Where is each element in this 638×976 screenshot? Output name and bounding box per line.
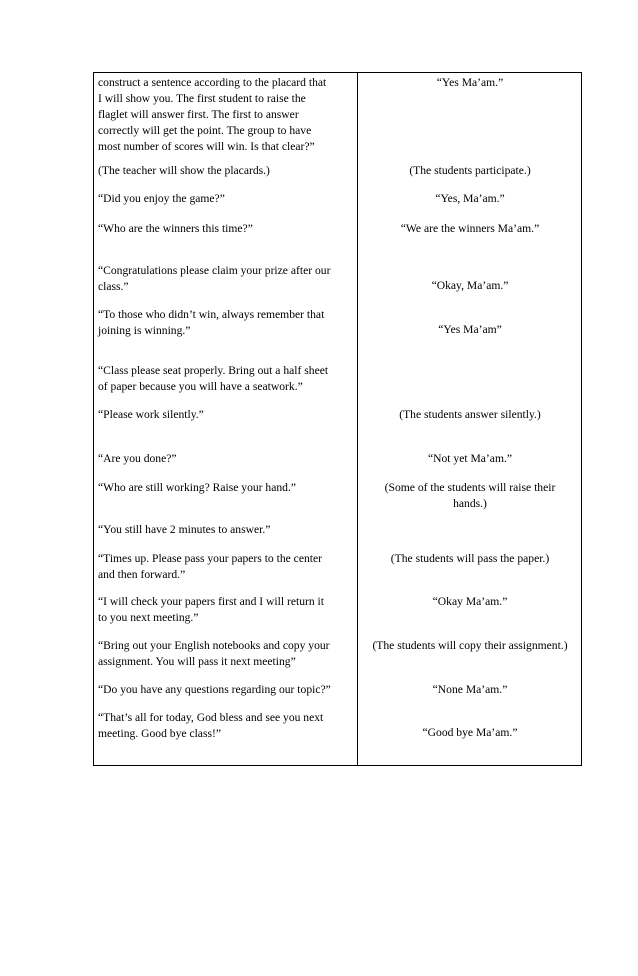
teacher-line-10: “Who are still working? Raise your hand.”	[98, 481, 296, 494]
teacher-line-7: “Class please seat properly. Bring out a half sheet of paper because you will have a seatwork.”	[98, 364, 329, 393]
student-line-12: (The students will copy their assignment.)	[372, 639, 568, 652]
teacher-line-4: “Who are the winners this time?”	[98, 222, 253, 235]
teacher-line-8: “Please work silently.”	[98, 408, 204, 421]
student-line-1: “Yes Ma’am.”	[436, 76, 504, 89]
teacher-line-3: “Did you enjoy the game?”	[98, 192, 225, 205]
student-line-6: “Yes Ma’am”	[438, 323, 502, 336]
teacher-line-2: (The teacher will show the placards.)	[98, 164, 270, 177]
teacher-line-12: “Times up. Please pass your papers to the center and then forward.”	[98, 552, 322, 581]
student-line-10: (The students will pass the paper.)	[390, 552, 550, 565]
teacher-line-1: construct a sentence according to the placard that I will show you. The first student to raise the flaglet will answer first. The first to answer correctly will get the point. The group to have most number of scores will win. Is that clear?”	[98, 76, 327, 153]
student-line-13: “None Ma’am.”	[432, 683, 508, 696]
student-line-3: “Yes, Ma’am.”	[435, 192, 505, 205]
student-line-8: “Not yet Ma’am.”	[427, 452, 513, 465]
teacher-line-5: “Congratulations please claim your prize after our class.”	[98, 264, 331, 293]
teacher-line-14: “Bring out your English notebooks and copy your assignment. You will pass it next meeting”	[98, 639, 330, 668]
student-line-11: “Okay Ma’am.”	[432, 595, 508, 608]
student-line-14: “Good bye Ma’am.”	[422, 726, 518, 739]
student-line-2: (The students participate.)	[409, 164, 531, 177]
teacher-line-13: “I will check your papers first and I will return it to you next meeting.”	[98, 595, 325, 624]
teacher-line-9: “Are you done?”	[98, 452, 177, 465]
teacher-line-15: “Do you have any questions regarding our topic?”	[98, 683, 331, 696]
dialogue-table	[93, 72, 582, 766]
teacher-line-6: “To those who didn’t win, always remember that joining is winning.”	[98, 308, 325, 337]
teacher-line-11: “You still have 2 minutes to answer.”	[98, 523, 271, 536]
student-line-9: (Some of the students will raise their hands.)	[384, 481, 556, 510]
student-line-4: “We are the winners Ma’am.”	[400, 222, 540, 235]
student-line-7: (The students answer silently.)	[399, 408, 541, 421]
student-line-5: “Okay, Ma’am.”	[431, 279, 509, 292]
teacher-line-16: “That’s all for today, God bless and see you next meeting. Good bye class!”	[98, 711, 324, 740]
